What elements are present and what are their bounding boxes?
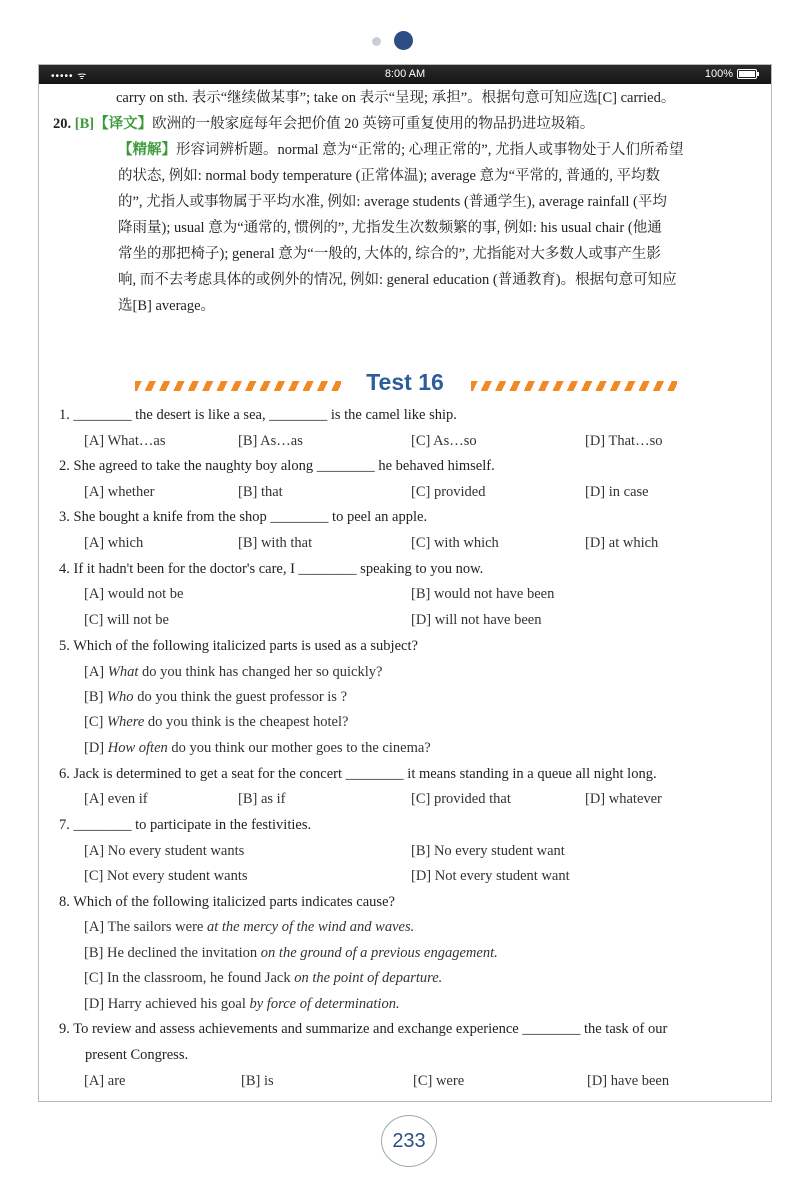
question-8: 8. Which of the following italicized parts indicates cause? [59,894,395,910]
test-heading [39,369,771,403]
page-number: 233 [381,1115,437,1167]
q4-option-c[interactable]: [C] will not be [84,612,169,628]
battery-icon [737,69,757,79]
q4-option-b[interactable]: [B] would not have been [411,586,555,602]
status-bar [39,65,771,84]
camera-sensor [372,37,381,46]
test-title: Test 16 [366,369,444,395]
carry-on-explanation: carry on sth. 表示“继续做某事”; take on 表示“呈现; 承担”。根据句意可知应选[C] carried。 [116,90,676,106]
q8-option-c[interactable]: [C] In the classroom, he found Jack on the point of departure. [84,970,443,986]
q3-option-c[interactable]: [C] with which [411,535,499,551]
q1-option-d[interactable]: [D] That…so [585,433,663,449]
q20-number: 20. [53,116,72,132]
q4-option-a[interactable]: [A] would not be [84,586,184,602]
q3-option-b[interactable]: [B] with that [238,535,313,551]
device-camera [0,30,800,52]
question-6: 6. Jack is determined to get a seat for the concert ________ it means standing in a queue all night long. [59,766,657,782]
q5-option-b[interactable]: [B] Who do you think the guest professor is ? [84,689,348,705]
status-time: 8:00 AM [384,68,426,80]
question-9: 9. To review and assess achievements and summarize and exchange experience ________ the task of our [59,1021,668,1037]
q20-explanation-line-3: 的”, 尤指人或事物属于平均水准, 例如: average students (普通学生), average rainfall (平均 [118,194,667,210]
camera-lens [394,31,413,50]
question-3: 3. She bought a knife from the shop ________ to peel an apple. [59,509,428,525]
q8-option-a[interactable]: [A] The sailors were at the mercy of the wind and waves. [84,919,415,935]
question-4: 4. If it hadn't been for the doctor's care, I ________ speaking to you now. [59,561,484,577]
q6-option-b[interactable]: [B] as if [238,791,286,807]
q3-option-d[interactable]: [D] at which [585,535,659,551]
q20-explanation-line-5: 常坐的那把椅子); general 意为“一般的, 大体的, 综合的”, 尤指能对大多数人或事产生影 [118,246,661,262]
heading-stripe-right [471,381,677,391]
q8-option-b[interactable]: [B] He declined the invitation on the ground of a previous engagement. [84,945,498,961]
q6-option-c[interactable]: [C] provided that [411,791,511,807]
q5-option-d[interactable]: [D] How often do you think our mother goes to the cinema? [84,740,431,756]
q9-option-a[interactable]: [A] are [84,1073,126,1089]
q1-option-a[interactable]: [A] What…as [84,433,166,449]
battery-status [705,68,757,80]
q20-translation: 欧洲的一般家庭每年会把价值 20 英镑可重复使用的物品扔进垃圾箱。 [152,116,595,132]
q5-option-c[interactable]: [C] Where do you think is the cheapest hotel? [84,714,349,730]
q20-explanation-label: 【精解】 [118,142,176,158]
q7-option-d[interactable]: [D] Not every student want [411,868,570,884]
q20-answer-line [53,114,594,134]
q7-option-a[interactable]: [A] No every student wants [84,843,245,859]
q20-explanation-line-6: 响, 而不去考虑具体的或例外的情况, 例如: general education (普通教育)。根据句意可知应 [118,272,677,288]
q2-option-d[interactable]: [D] in case [585,484,649,500]
question-2: 2. She agreed to take the naughty boy along ________ he behaved himself. [59,458,495,474]
tablet-screen [38,64,772,1102]
question-1: 1. ________ the desert is like a sea, ________ is the camel like ship. [59,407,457,423]
q6-option-d[interactable]: [D] whatever [585,791,662,807]
q4-option-d[interactable]: [D] will not have been [411,612,542,628]
question-7: 7. ________ to participate in the festivities. [59,817,312,833]
question-5: 5. Which of the following italicized parts is used as a subject? [59,638,418,654]
q20-translation-label: 【译文】 [94,116,153,132]
q7-option-b[interactable]: [B] No every student want [411,843,565,859]
q20-explanation-line-7: 选[B] average。 [118,298,216,314]
q8-option-d[interactable]: [D] Harry achieved his goal by force of determination. [84,996,400,1012]
q9-option-b[interactable]: [B] is [241,1073,274,1089]
q20-explanation-line-2: 的状态, 例如: normal body temperature (正常体温); average 意为“平常的, 普通的, 平均数 [118,168,661,184]
q9-option-c[interactable]: [C] were [413,1073,465,1089]
q1-option-c[interactable]: [C] As…so [411,433,477,449]
q1-option-b[interactable]: [B] As…as [238,433,303,449]
q7-option-c[interactable]: [C] Not every student wants [84,868,248,884]
q20-answer: [B] [74,116,95,132]
question-9-continued: present Congress. [85,1047,189,1063]
battery-percent: 100% [704,68,733,80]
q6-option-a[interactable]: [A] even if [84,791,148,807]
q2-option-c[interactable]: [C] provided [411,484,486,500]
q20-explanation-line-1: 【精解】形容词辨析题。normal 意为“正常的; 心理正常的”, 尤指人或事物处于人们所希望 [118,142,684,158]
q3-option-a[interactable]: [A] which [84,535,144,551]
q9-option-d[interactable]: [D] have been [587,1073,670,1089]
q2-option-b[interactable]: [B] that [238,484,283,500]
q5-option-a[interactable]: [A] What do you think has changed her so quickly? [84,664,383,680]
signal-icon: ••••• ᯤ [51,71,88,82]
q20-explanation-line-4: 降雨量); usual 意为“通常的, 惯例的”, 尤指发生次数频繁的事, 例如: his usual chair (他通 [118,220,662,236]
q2-option-a[interactable]: [A] whether [84,484,155,500]
